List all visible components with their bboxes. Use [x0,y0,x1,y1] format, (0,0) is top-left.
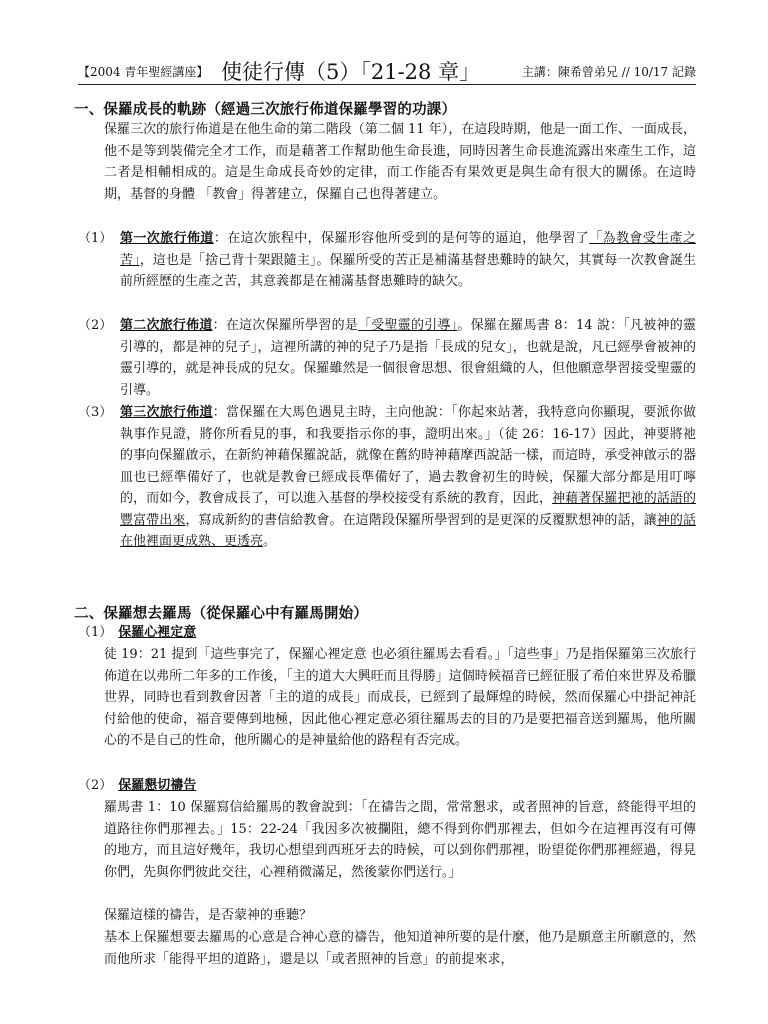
paragraph: 羅馬書 1：10 保羅寫信給羅馬的教會說到：「在禱告之間，常常懇求，或者照神的旨意，終能得平坦的道路往你們那裡去。」15：22-24「我因多次被攔阻，總不得到你們那裡去，但如今在這裡再沒有可傳的地方，而且這好幾年，我切心想望到西班牙去的時候，可以到你們那裡，盼望從你們那裡經過，得見你們，先與你們彼此交往，心裡稍微滿足，然後蒙你們送行。」 [104,800,696,880]
section-2-heading: 二、保羅想去羅馬（從保羅心中有羅馬開始） [74,605,368,622]
item-text: ：在這次旅程中，保羅形容他所受到的是何等的逼迫，他學習了 [213,231,590,246]
page-header [78,38,696,85]
sub-title: 保羅心裡定意 [118,625,197,640]
item-underline: 「為教會受生產之苦」 [120,231,696,268]
sub-number: （2） [78,778,113,793]
item-number: （1） [78,231,113,246]
header-speaker: 主講：陳希曾弟兄 // 10/17 記錄 [521,65,696,79]
list-item [78,228,696,293]
item-title: 第一次旅行佈道 [120,231,214,246]
item-underline: 神的話在他裡面更成熟、更透亮 [120,512,696,549]
list-item [78,402,696,553]
paragraph: 徒 19：21 提到「這些事完了，保羅心裡定意 也必須往羅馬去看看。」「這些事」乃是指保羅第三次旅行佈道在以弗所二年多的工作後，「主的道大大興旺而且得勝」這個時候福音已經征服了希伯來世界及希臘世界，同時也看到教會因著「主的道的成長」而成長，已經到了最輝煌的時候，然而保羅心中掛記神託付給他的使命，福音要傳到地極，因此他心裡定意必須往羅馬去的目的乃是要把福音送到羅馬，他所關心的不是自己的性命，他所關心的是神量給他的路程有否完成。 [104,647,696,748]
item-number: （3） [78,405,113,420]
item-number: （2） [78,318,113,333]
sub-number: （1） [78,625,113,640]
item-text: ：在這次保羅所學習的是 [212,318,359,333]
page-title: 使徒行傳（5）「21-28 章」 [221,60,481,84]
paragraph: 保羅這樣的禱告，是否蒙神的垂聽？ [104,908,313,923]
item-body [120,228,696,293]
paragraph: 基本上保羅想要去羅馬的心意是合神心意的禱告，他知道神所要的是什麼，他乃是願意主所願意的，然而他所求「能得平坦的道路」，還是以「或者照神的旨意」的前提來求， [104,930,696,967]
item-title: 第三次旅行佈道 [120,405,213,420]
sub-title: 保羅懇切禱告 [118,778,197,793]
item-body [120,402,696,553]
item-body [120,315,696,401]
item-text: 。保羅在羅馬書 8：14 說：「凡被神的靈引導的，都是神的兒子」，這裡所講的神的兒子乃是指「長成的兒女」，也就是說，凡已經學會被神的靈引導的，就是神長成的兒女。保羅雖然是一個很會思想、很會組織的人，但他願意學習接受聖靈的引導。 [120,318,696,398]
subsection-heading [78,622,196,644]
header-series: 【2004 青年聖經講座】 [78,65,209,79]
item-text: 。 [263,534,277,549]
list-item [78,315,696,401]
item-text: ，這也是「捨己背十架跟隨主」。保羅所受的苦正是補滿基督患難時的缺欠，其實每一次教會誕生前所經歷的生產之苦，其意義都是在補滿基督患難時的缺欠。 [120,252,696,289]
item-text: ：當保羅在大馬色遇見主時，主向他說：「你起來站著，我特意向你顯現，要派你做執事作見證，將你所看見的事，和我要指示你的事，證明出來。」（徒 26：16-17）因此，神要將祂的事向保羅啟示，在新約神藉保羅說話，就像在舊約時神藉摩西說話一樣，而這時，承受神啟示的器皿也已經準備好了，也就是教會已經成長準備好了，過去教會初生的時候，保羅大部分都是用叮嚀的，而如今，教會成長了，可以進入基督的學校接受有系統的教育，因此， [120,405,696,506]
item-underline: 神藉著保羅把祂的話語的豐富帶出來 [120,491,696,528]
section-1-intro: 保羅三次的旅行佈道是在他生命的第二階段（第二個 11 年），在這段時期，他是一面工作、一面成長，他不是等到裝備完全才工作，而是藉著工作幫助他生命長進，同時因著生命長進流露出來產生工作，這二者是相輔相成的。這是生命成長奇妙的定律，而工作能否有果效更是與生命有很大的關係。在這時期，基督的身體 「教會」得著建立，保羅自己也得著建立。 [104,122,696,202]
subsection-heading [78,775,196,797]
item-underline: 「受聖靈的引導」 [358,318,458,333]
section-1-heading: 一、保羅成長的軌跡（經過三次旅行佈道保羅學習的功課） [74,101,457,118]
item-title: 第二次旅行佈道 [120,318,213,333]
item-text: ，寫成新約的書信給教會。在這階段保羅所學習到的是更深的反覆默想神的話，讓 [185,512,657,528]
